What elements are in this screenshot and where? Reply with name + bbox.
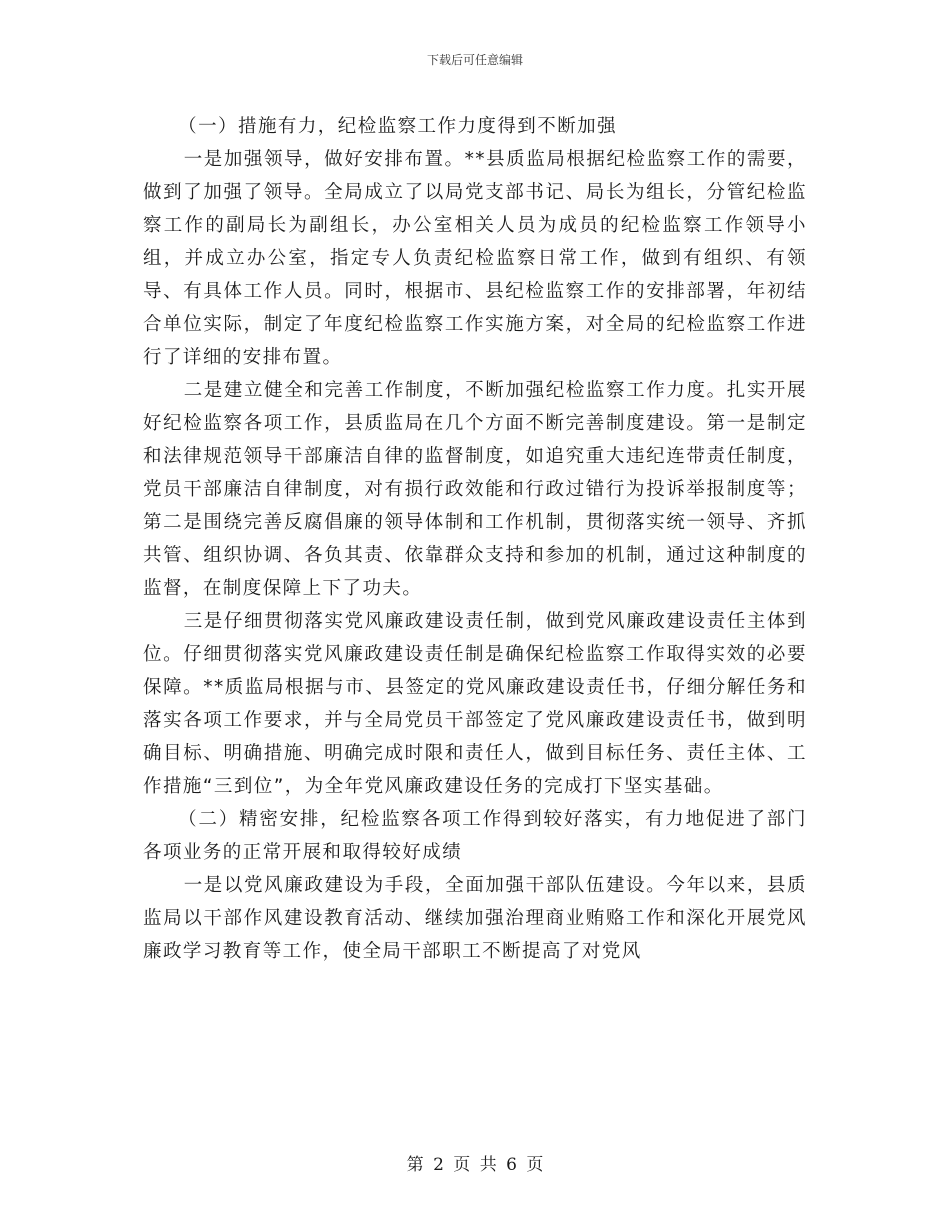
body-paragraph: 一是加强领导，做好安排布置。**县质监局根据纪检监察工作的需要，做到了加强了领导。全局成立了以局党支部书记、局长为组长，分管纪检监察工作的副局长为副组长，办公室相关人员为成员的纪检监察工作领导小组，并成立办公室，指定专人负责纪检监察日常工作，做到有组织、有领导、有具体工作人员。同时，根据市、县纪检监察工作的安排部署，年初结合单位实际，制定了年度纪检监察工作实施方案，对全局的纪检监察工作进行了详细的安排布置。 (143, 149, 807, 368)
document-body (143, 110, 807, 968)
body-paragraph: 二是建立健全和完善工作制度，不断加强纪检监察工作力度。扎实开展好纪检监察各项工作，县质监局在几个方面不断完善制度建设。第一是制定和法律规范领导干部廉洁自律的监督制度，如追究重大违纪连带责任制度，党员干部廉洁自律制度，对有损行政效能和行政过错行为投诉举报制度等；第二是围绕完善反腐倡廉的领导体制和工作机制，贯彻落实统一领导、齐抓共管、组织协调、各负其责、依靠群众支持和参加的机制，通过这种制度的监督，在制度保障上下了功夫。 (143, 380, 807, 599)
body-paragraph: 一是以党风廉政建设为手段，全面加强干部队伍建设。今年以来，县质监局以干部作风建设教育活动、继续加强治理商业贿赂工作和深化开展党风廉政学习教育等工作，使全局干部职工不断提高了对党风 (143, 875, 807, 962)
section-heading-1: （一）措施有力，纪检监察工作力度得到不断加强 (178, 116, 618, 137)
body-paragraph: 三是仔细贯彻落实党风廉政建设责任制，做到党风廉政建设责任主体到位。仔细贯彻落实党风廉政建设责任制是确保纪检监察工作取得实效的必要保障。**质监局根据与市、县签定的党风廉政建设责任书，仔细分解任务和落实各项工作要求，并与全局党员干部签定了党风廉政建设责任书，做到明确目标、明确措施、明确完成时限和责任人，做到目标任务、责任主体、工作措施“三到位”，为全年党风廉政建设任务的完成打下坚实基础。 (143, 611, 807, 797)
page-header-note: 下载后可任意编辑 (426, 53, 523, 67)
section-heading-2: （二）精密安排，纪检监察各项工作得到较好落实，有力地促进了部门各项业务的正常开展和取得较好成绩 (143, 809, 807, 863)
page-number: 第 2 页 共 6 页 (406, 1155, 544, 1175)
